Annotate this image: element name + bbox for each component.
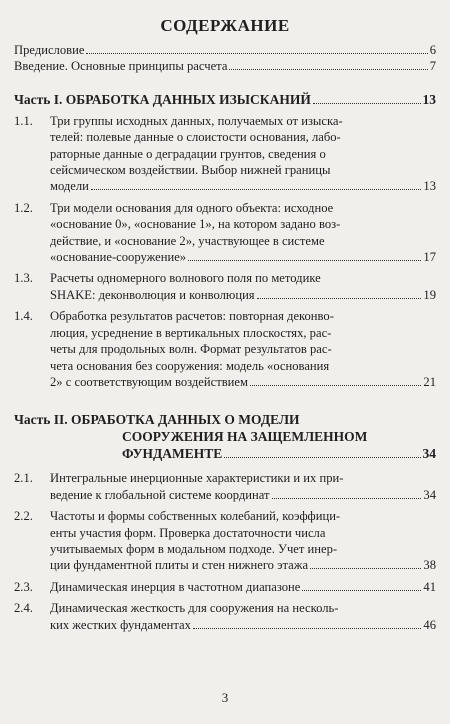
entry-line: ции фундаментной плиты и стен нижнего этажа xyxy=(50,558,309,573)
entry-line: Динамическая инерция в частотном диапазоне xyxy=(50,579,301,594)
toc-entry xyxy=(14,308,436,390)
toc-part-2 xyxy=(14,411,436,462)
toc-entry xyxy=(14,579,436,595)
entry-line: модели xyxy=(50,179,89,194)
entry-line: сейсмическом воздействии. Выбор нижней границы xyxy=(50,163,331,178)
entry-line: действие, и «основание 2», участвующее в системе xyxy=(50,233,325,248)
entry-line: Расчеты одномерного волнового поля по методике xyxy=(50,271,321,286)
entry-number: 1.3. xyxy=(14,271,33,286)
entry-number: 2.1. xyxy=(14,471,33,486)
page-number: 3 xyxy=(221,690,229,705)
toc-entry-intro xyxy=(14,58,436,74)
part-title-line: СООРУЖЕНИЯ НА ЗАЩЕМЛЕННОМ xyxy=(122,429,368,445)
entry-page: 6 xyxy=(429,43,436,57)
entry-page: 34 xyxy=(422,446,436,462)
entry-line: учитываемых форм в модальном подходе. Учет инер- xyxy=(50,541,338,556)
toc-entry-preface xyxy=(14,42,436,58)
entry-page: 7 xyxy=(429,59,436,74)
part-1-entries xyxy=(14,113,436,396)
entry-line: четы для продольных волн. Формат результатов рас- xyxy=(50,342,332,357)
entry-page: 13 xyxy=(422,91,436,107)
entry-line: Три модели основания для одного объекта: исходное xyxy=(50,200,334,215)
entry-line: енты участия форм. Проверка достаточности числа xyxy=(50,525,326,540)
entry-line: ких жестких фундаментах xyxy=(50,617,191,632)
toc-entry xyxy=(14,508,436,574)
entry-page: 21 xyxy=(423,374,436,389)
toc-entry xyxy=(14,113,436,195)
part-title-line: ФУНДАМЕНТЕ xyxy=(122,446,223,462)
part-2-entries xyxy=(14,470,436,638)
entry-line: Обработка результатов расчетов: повторная деконво- xyxy=(50,309,334,324)
entry-text: Предисловие xyxy=(14,43,85,57)
entry-line: Частоты и формы собственных колебаний, коэффици- xyxy=(50,509,341,524)
entry-line: Три группы исходных данных, получаемых от изыска- xyxy=(50,113,343,128)
part-title-line: Часть II. ОБРАБОТКА ДАННЫХ О МОДЕЛИ xyxy=(14,412,300,428)
entry-page: 34 xyxy=(423,487,436,502)
entry-line: телей: полевые данные о слоистости основания, лабо- xyxy=(50,130,341,145)
entry-number: 1.1. xyxy=(14,113,33,128)
entry-line: чета основания без сооружения: модель «основания xyxy=(50,358,330,373)
entry-page: 19 xyxy=(423,287,436,302)
entry-line: Интегральные инерционные характеристики и их при- xyxy=(50,471,344,486)
entry-line: Динамическая жесткость для сооружения на несколь- xyxy=(50,601,339,616)
page-title: СОДЕРЖАНИЕ xyxy=(160,16,290,35)
toc-entry xyxy=(14,470,436,503)
part-title: Часть I. ОБРАБОТКА ДАННЫХ ИЗЫСКАНИЙ xyxy=(14,91,311,107)
entry-number: 2.3. xyxy=(14,579,33,594)
entry-page: 46 xyxy=(423,617,436,632)
entry-text: Введение. Основные принципы расчета xyxy=(14,59,228,74)
entry-line: SHAKE: деконволюция и конволюция xyxy=(50,287,255,302)
entry-line: «основание-сооружение» xyxy=(50,250,187,265)
entry-number: 2.4. xyxy=(14,601,33,616)
entry-page: 17 xyxy=(423,250,436,265)
toc-entry xyxy=(14,600,436,633)
toc-part-1 xyxy=(14,91,436,108)
entry-line: 2» с соответствующим воздействием xyxy=(50,374,248,389)
entry-number: 2.2. xyxy=(14,509,33,524)
entry-number: 1.4. xyxy=(14,309,33,324)
entry-page: 41 xyxy=(423,579,436,594)
toc-entry xyxy=(14,200,436,266)
entry-line: ведение к глобальной системе координат xyxy=(50,487,270,502)
entry-page: 38 xyxy=(423,558,436,573)
entry-line: люция, усреднение в вертикальных плоскостях, рас- xyxy=(50,325,332,340)
entry-number: 1.2. xyxy=(14,200,33,215)
entry-page: 13 xyxy=(423,179,436,194)
entry-line: раторные данные о деградации грунтов, сведения о xyxy=(50,146,326,161)
toc-entry xyxy=(14,270,436,303)
entry-line: «основание 0», «основание 1», на котором задано воз- xyxy=(50,217,341,232)
